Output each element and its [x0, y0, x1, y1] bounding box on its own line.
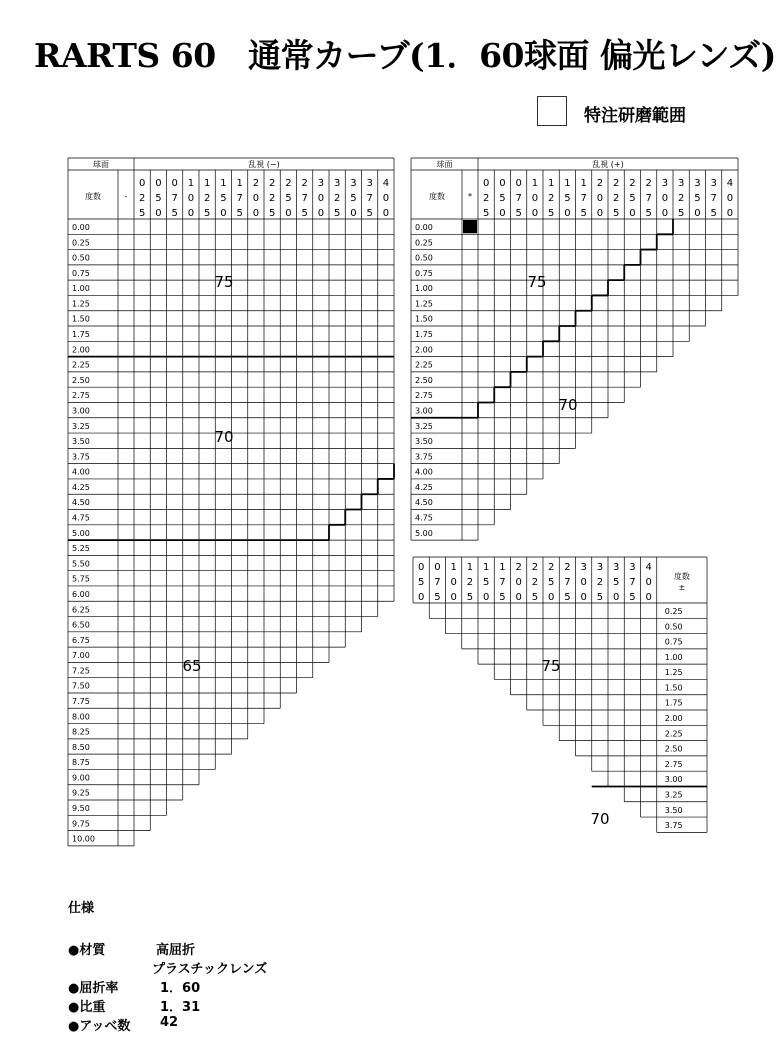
- cyl-digit: 4: [382, 178, 390, 189]
- cyl-digit: 0: [726, 193, 734, 204]
- cyl-digit: 5: [268, 208, 276, 219]
- cyl-digit: 5: [171, 208, 178, 219]
- row-label: 1.50: [664, 683, 683, 693]
- cyl-digit: 2: [203, 193, 211, 204]
- row-label: 8.75: [72, 758, 90, 768]
- power-header: 度数: [85, 192, 101, 201]
- cyl-digit: 5: [531, 592, 539, 603]
- cyl-digit: 5: [515, 208, 522, 219]
- cyl-digit: 2: [612, 193, 620, 204]
- zone-label-70: 70: [590, 810, 610, 828]
- row-label: 2.00: [72, 345, 90, 355]
- cyl-digit: 0: [547, 592, 555, 603]
- row-label: 7.25: [72, 666, 90, 676]
- cyl-digit: 3: [350, 178, 357, 189]
- row-label: 9.75: [72, 819, 90, 829]
- cyl-digit: 2: [596, 178, 604, 189]
- cyl-digit: 2: [645, 178, 652, 189]
- row-label: 1.50: [415, 314, 433, 324]
- spec-value: 42: [160, 1015, 179, 1030]
- cyl-digit: 1: [499, 562, 506, 573]
- row-label: 3.75: [664, 821, 683, 831]
- cyl-digit: 2: [596, 577, 604, 588]
- cyl-digit: 7: [564, 577, 571, 588]
- sphere-header: 球面: [436, 160, 453, 169]
- cyl-digit: 0: [482, 178, 490, 189]
- row-label: 3.25: [415, 421, 433, 431]
- row-label: 6.75: [72, 635, 90, 645]
- cyl-digit: 1: [236, 178, 243, 189]
- plus-minus-header: ±: [678, 583, 686, 592]
- cyl-digit: 7: [499, 577, 506, 588]
- cyl-digit: 0: [612, 592, 620, 603]
- cyl-digit: 1: [531, 178, 539, 189]
- cyl-digit: 2: [301, 178, 308, 189]
- row-label: 5.00: [72, 528, 90, 538]
- cyl-digit: 5: [596, 592, 604, 603]
- row-label: 2.50: [664, 744, 683, 754]
- row-label: 1.00: [664, 652, 683, 662]
- spec-value: プラスチックレンズ: [152, 962, 268, 977]
- cyl-digit: 0: [350, 208, 357, 219]
- specs-title: 仕様: [68, 901, 95, 916]
- spec-label: ●比重: [68, 1000, 106, 1015]
- row-label: 1.00: [415, 284, 433, 294]
- row-label: 2.00: [415, 345, 433, 355]
- spec-value: 高屈折: [156, 943, 196, 958]
- row-label: 4.50: [415, 498, 433, 508]
- row-label: 5.75: [72, 574, 90, 584]
- row-label: 4.00: [415, 467, 433, 477]
- cyl-digit: 3: [661, 178, 669, 189]
- row-label: 4.75: [72, 513, 90, 523]
- row-label: 4.00: [72, 467, 90, 477]
- cyl-minus-header: 乱視 (−): [248, 160, 280, 169]
- star-header: *: [468, 192, 472, 201]
- row-label: 3.00: [415, 406, 433, 416]
- cyl-digit: 5: [547, 208, 555, 219]
- cyl-digit: 1: [580, 178, 587, 189]
- cyl-digit: 7: [629, 577, 636, 588]
- row-label: 6.25: [72, 605, 90, 615]
- row-label: 1.75: [664, 698, 683, 708]
- row-label: 3.75: [415, 452, 433, 462]
- cyl-digit: 5: [629, 193, 636, 204]
- cyl-digit: 2: [333, 193, 341, 204]
- row-label: 1.00: [72, 284, 90, 294]
- row-label: 8.50: [72, 742, 90, 752]
- cyl-digit: 2: [268, 193, 276, 204]
- cyl-digit: 5: [434, 592, 441, 603]
- row-label: 5.25: [72, 544, 90, 554]
- cyl-digit: 1: [187, 178, 195, 189]
- cyl-digit: 2: [466, 577, 474, 588]
- cyl-digit: 1: [450, 562, 457, 573]
- cyl-digit: 5: [155, 193, 162, 204]
- page-title: RARTS 60 通常カーブ(1．60球面 偏光レンズ): [34, 36, 776, 75]
- cyl-digit: 4: [726, 178, 734, 189]
- row-label: 1.25: [664, 668, 683, 678]
- cyl-digit: 5: [366, 208, 373, 219]
- cyl-digit: 5: [138, 208, 146, 219]
- cyl-digit: 5: [580, 208, 587, 219]
- spec-label: ●材質: [68, 943, 106, 958]
- cyl-digit: 3: [612, 562, 620, 573]
- cyl-digit: 5: [564, 592, 571, 603]
- cyl-digit: 5: [236, 208, 243, 219]
- row-label: 0.75: [72, 268, 90, 278]
- cyl-digit: 2: [547, 193, 555, 204]
- row-label: 3.00: [72, 406, 90, 416]
- cyl-digit: 0: [450, 577, 457, 588]
- row-label: 3.50: [415, 437, 433, 447]
- cyl-digit: 0: [515, 178, 522, 189]
- cyl-digit: 5: [203, 208, 211, 219]
- row-label: 0.00: [415, 223, 433, 232]
- cyl-digit: 2: [285, 178, 292, 189]
- cyl-digit: 2: [482, 193, 490, 204]
- row-label: 7.50: [72, 681, 90, 691]
- row-label: 2.75: [72, 391, 90, 401]
- cyl-digit: 7: [580, 193, 587, 204]
- cyl-digit: 0: [434, 562, 441, 573]
- cyl-digit: 0: [694, 208, 701, 219]
- cyl-digit: 5: [333, 208, 341, 219]
- cyl-digit: 0: [629, 208, 636, 219]
- row-label: 2.25: [72, 360, 90, 370]
- cyl-digit: 0: [661, 208, 669, 219]
- cyl-digit: 2: [268, 178, 276, 189]
- cyl-digit: 0: [417, 562, 425, 573]
- cyl-digit: 5: [301, 208, 308, 219]
- cyl-digit: 1: [547, 178, 555, 189]
- cyl-digit: 1: [482, 562, 490, 573]
- cyl-digit: 0: [450, 592, 457, 603]
- zone-label-75: 75: [214, 273, 234, 291]
- cyl-digit: 4: [645, 562, 652, 573]
- cyl-digit: 0: [187, 208, 195, 219]
- cyl-digit: 0: [317, 193, 325, 204]
- row-label: 3.75: [72, 452, 90, 462]
- spec-label: ●屈折率: [68, 981, 119, 996]
- legend-label: 特注研磨範囲: [584, 106, 686, 126]
- row-label: 3.25: [72, 421, 90, 431]
- cyl-digit: 0: [317, 208, 325, 219]
- cyl-digit: 0: [515, 592, 522, 603]
- row-label: 6.00: [72, 589, 90, 599]
- cyl-digit: 0: [531, 193, 539, 204]
- row-label: 2.00: [664, 714, 683, 724]
- spec-label: ●アッベ数: [68, 1019, 131, 1034]
- row-label: 0.75: [664, 637, 683, 647]
- cyl-digit: 0: [645, 592, 652, 603]
- cyl-digit: 0: [596, 193, 604, 204]
- cyl-digit: 5: [645, 208, 652, 219]
- cyl-plus-header: 乱視 (+): [592, 160, 624, 169]
- cyl-digit: 1: [220, 178, 227, 189]
- cyl-digit: 0: [580, 592, 587, 603]
- cyl-digit: 5: [285, 193, 292, 204]
- zone-label-70: 70: [214, 428, 234, 446]
- cyl-digit: 7: [515, 193, 522, 204]
- cyl-digit: 5: [482, 208, 490, 219]
- cyl-digit: 3: [677, 178, 685, 189]
- row-label: 6.50: [72, 620, 90, 630]
- cyl-digit: 0: [285, 208, 292, 219]
- cyl-digit: 0: [499, 208, 506, 219]
- power-header: 度数: [429, 192, 445, 201]
- row-label: 4.75: [415, 513, 433, 523]
- cyl-digit: 0: [417, 592, 425, 603]
- row-label: 3.00: [664, 775, 683, 785]
- cyl-digit: 0: [187, 193, 195, 204]
- cyl-digit: 5: [677, 208, 685, 219]
- row-label: 0.75: [415, 268, 433, 278]
- row-label: 4.50: [72, 498, 90, 508]
- row-label: 1.50: [72, 314, 90, 324]
- cyl-digit: 5: [499, 193, 506, 204]
- row-label: 9.50: [72, 804, 90, 814]
- cyl-digit: 5: [220, 193, 227, 204]
- cyl-digit: 0: [499, 178, 506, 189]
- row-label: 7.00: [72, 651, 90, 661]
- row-label: 0.50: [415, 253, 433, 263]
- cyl-digit: 0: [564, 208, 571, 219]
- row-label: 10.00: [72, 834, 95, 844]
- dash-header: -: [124, 192, 128, 201]
- cyl-digit: 5: [612, 208, 620, 219]
- cyl-digit: 3: [580, 562, 587, 573]
- cyl-digit: 5: [466, 592, 474, 603]
- cyl-digit: 7: [301, 193, 308, 204]
- zone-label-65: 65: [182, 657, 202, 675]
- cyl-digit: 7: [710, 193, 717, 204]
- cyl-digit: 0: [726, 208, 734, 219]
- cyl-digit: 2: [138, 193, 146, 204]
- cyl-digit: 0: [515, 577, 522, 588]
- row-label: 0.50: [72, 253, 90, 263]
- row-label: 2.50: [72, 375, 90, 385]
- row-label: 0.50: [664, 622, 683, 632]
- spec-value: 1．60: [160, 981, 201, 996]
- cyl-digit: 0: [252, 208, 260, 219]
- row-label: 7.75: [72, 696, 90, 706]
- cyl-digit: 5: [350, 193, 357, 204]
- row-label: 3.50: [664, 805, 683, 815]
- row-label: 8.25: [72, 727, 90, 737]
- cyl-digit: 0: [220, 208, 227, 219]
- cyl-digit: 3: [710, 178, 717, 189]
- cyl-digit: 2: [547, 562, 555, 573]
- zone-label-75: 75: [527, 273, 547, 291]
- row-label: 3.25: [664, 790, 683, 800]
- cyl-digit: 7: [236, 193, 243, 204]
- cyl-digit: 5: [417, 577, 425, 588]
- cyl-digit: 0: [482, 592, 490, 603]
- cyl-digit: 3: [366, 178, 373, 189]
- cyl-digit: 2: [564, 562, 571, 573]
- zone-label-70: 70: [558, 396, 578, 414]
- row-label: 1.25: [72, 299, 90, 309]
- cyl-digit: 2: [629, 178, 636, 189]
- cyl-digit: 0: [138, 178, 146, 189]
- row-label: 4.25: [415, 482, 433, 492]
- cyl-digit: 1: [564, 178, 571, 189]
- cyl-digit: 1: [466, 562, 474, 573]
- cyl-digit: 2: [515, 562, 522, 573]
- cyl-digit: 3: [317, 178, 325, 189]
- cyl-digit: 0: [155, 208, 162, 219]
- cyl-digit: 5: [629, 592, 636, 603]
- cyl-digit: 1: [203, 178, 211, 189]
- cyl-digit: 0: [171, 178, 178, 189]
- cyl-digit: 7: [366, 193, 373, 204]
- row-label: 2.75: [415, 391, 433, 401]
- row-label: 5.50: [72, 559, 90, 569]
- cyl-digit: 2: [252, 178, 260, 189]
- cyl-digit: 0: [596, 208, 604, 219]
- cyl-digit: 0: [661, 193, 669, 204]
- row-label: 4.25: [72, 482, 90, 492]
- cyl-digit: 2: [531, 577, 539, 588]
- row-label: 0.25: [72, 238, 90, 248]
- cyl-digit: 0: [155, 178, 162, 189]
- cyl-digit: 0: [382, 193, 390, 204]
- row-label: 2.50: [415, 375, 433, 385]
- cyl-digit: 7: [434, 577, 441, 588]
- row-label: 2.75: [664, 759, 683, 769]
- cyl-digit: 7: [645, 193, 652, 204]
- row-label: 1.75: [72, 330, 90, 340]
- special-order-marker: [463, 220, 477, 233]
- cyl-digit: 3: [629, 562, 636, 573]
- power-header: 度数: [673, 572, 690, 581]
- row-label: 0.00: [72, 223, 90, 232]
- cyl-digit: 5: [482, 577, 490, 588]
- cyl-digit: 5: [710, 208, 717, 219]
- cyl-digit: 5: [694, 193, 701, 204]
- row-label: 2.25: [664, 729, 683, 739]
- cyl-digit: 0: [580, 577, 587, 588]
- cyl-digit: 3: [694, 178, 701, 189]
- cyl-digit: 0: [382, 208, 390, 219]
- sphere-header: 球面: [93, 160, 109, 169]
- row-label: 0.25: [415, 238, 433, 248]
- cyl-digit: 2: [531, 562, 539, 573]
- cyl-digit: 5: [564, 193, 571, 204]
- row-label: 9.00: [72, 773, 90, 783]
- cyl-digit: 0: [252, 193, 260, 204]
- row-label: 5.00: [415, 528, 433, 538]
- row-label: 1.25: [415, 299, 433, 309]
- cyl-digit: 3: [333, 178, 341, 189]
- spec-value: 1．31: [160, 1000, 201, 1015]
- cyl-digit: 5: [547, 577, 555, 588]
- cyl-digit: 7: [171, 193, 178, 204]
- zone-label-75: 75: [541, 657, 561, 675]
- cyl-digit: 0: [531, 208, 539, 219]
- row-label: 1.75: [415, 330, 433, 340]
- row-label: 0.25: [664, 607, 683, 616]
- cyl-digit: 2: [677, 193, 685, 204]
- cyl-digit: 3: [596, 562, 604, 573]
- cyl-digit: 5: [612, 577, 620, 588]
- cyl-digit: 2: [612, 178, 620, 189]
- cyl-digit: 0: [645, 577, 652, 588]
- row-label: 9.25: [72, 788, 90, 798]
- row-label: 8.00: [72, 712, 90, 722]
- row-label: 2.25: [415, 360, 433, 370]
- row-label: 3.50: [72, 437, 90, 447]
- cyl-digit: 5: [499, 592, 506, 603]
